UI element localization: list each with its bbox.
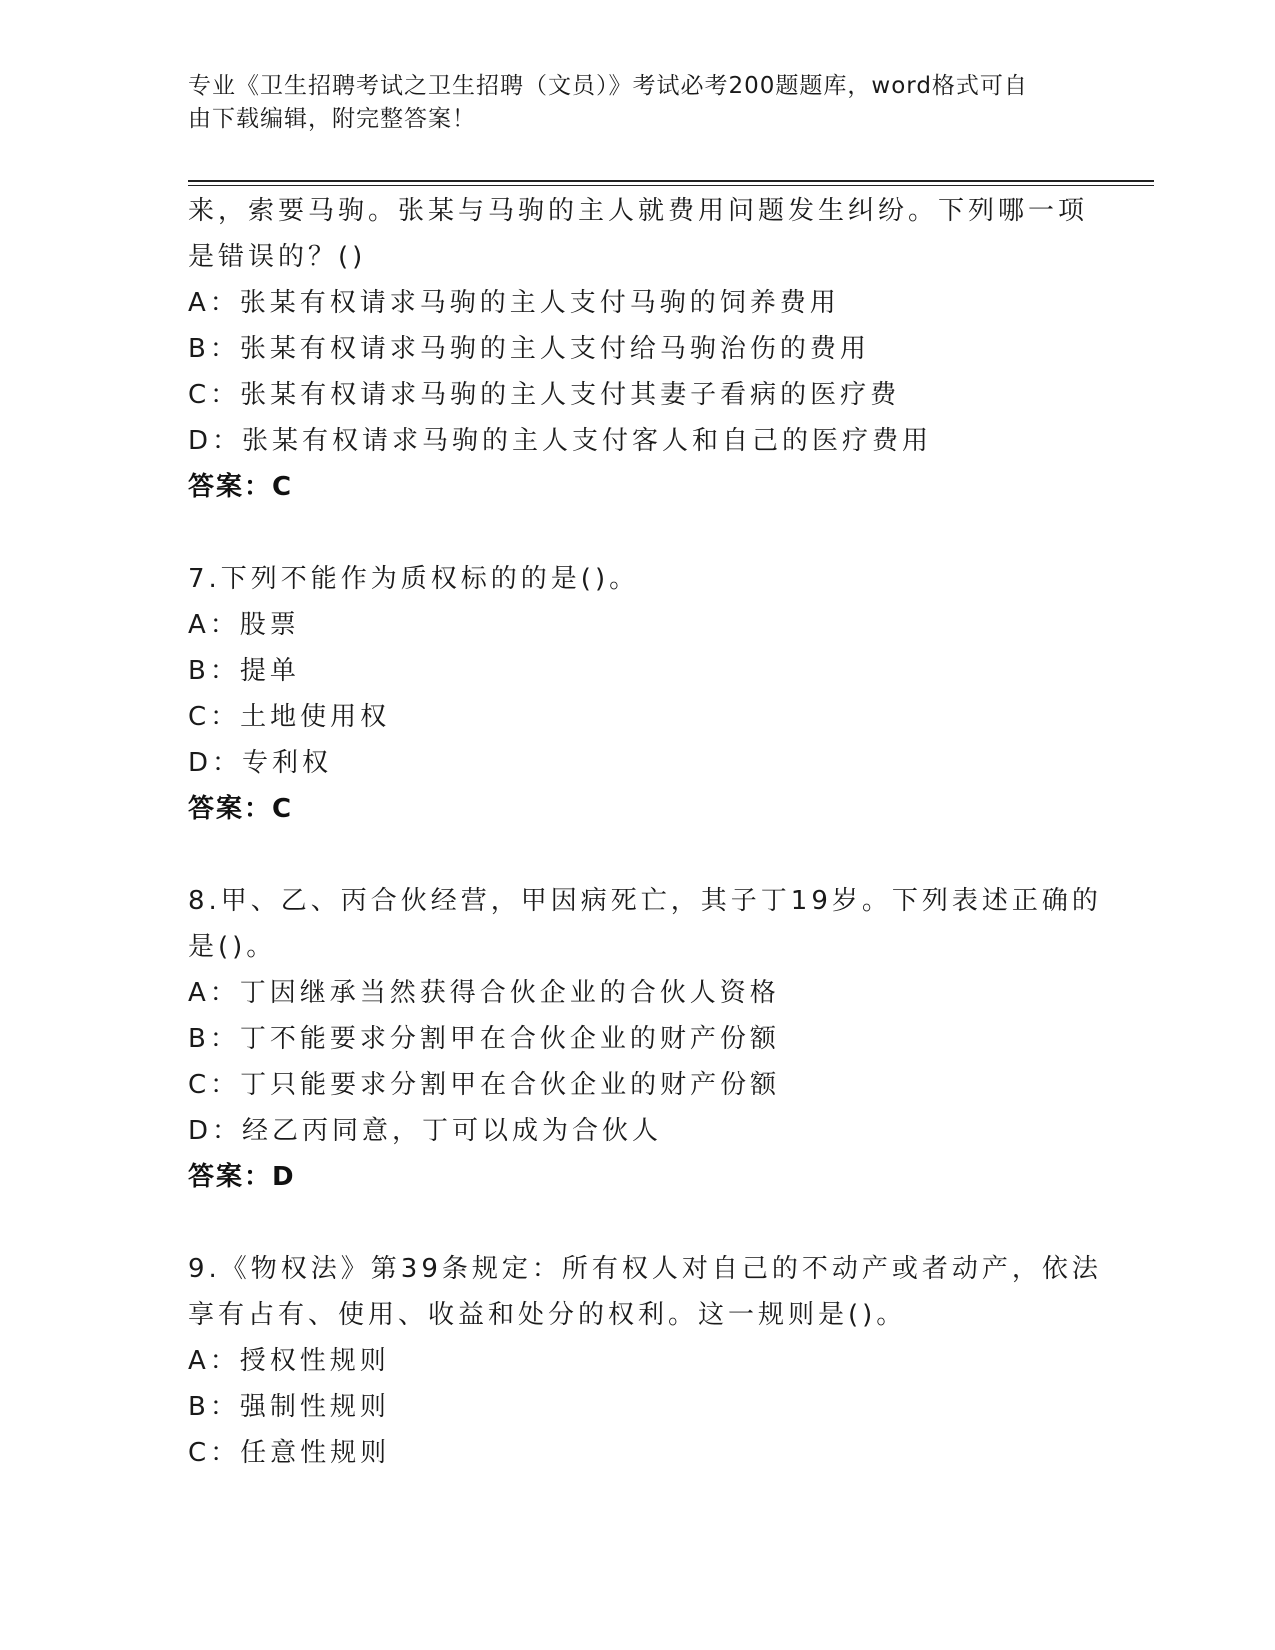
question-stem-line: 8.甲、乙、丙合伙经营，甲因病死亡，其子丁19岁。下列表述正确的 xyxy=(188,886,1102,916)
question-block xyxy=(188,188,1088,510)
spacer xyxy=(188,510,1088,556)
answer-line: 答案：C xyxy=(188,794,294,824)
option-c: C：丁只能要求分割甲在合伙企业的财产份额 xyxy=(188,1070,781,1100)
spacer xyxy=(188,1200,1088,1246)
option-a: A：股票 xyxy=(188,610,300,640)
option-a: A：授权性规则 xyxy=(188,1346,390,1376)
option-c: C：任意性规则 xyxy=(188,1438,391,1468)
spacer xyxy=(188,832,1088,878)
question-stem-line: 是()。 xyxy=(188,932,277,962)
question-stem-line: 享有占有、使用、收益和处分的权利。这一规则是()。 xyxy=(188,1300,907,1330)
option-b: B：丁不能要求分割甲在合伙企业的财产份额 xyxy=(188,1024,780,1054)
question-stem-line: 来，索要马驹。张某与马驹的主人就费用问题发生纠纷。下列哪一项 xyxy=(188,196,1089,226)
question-block xyxy=(188,556,1088,832)
header-divider xyxy=(188,180,1154,186)
header-line-1: 专业《卫生招聘考试之卫生招聘（文员）》考试必考200题题库，word格式可自 xyxy=(188,73,1028,99)
option-b: B：强制性规则 xyxy=(188,1392,390,1422)
option-a: A：丁因继承当然获得合伙企业的合伙人资格 xyxy=(188,978,780,1008)
option-d: D：专利权 xyxy=(188,748,333,778)
question-list xyxy=(188,188,1102,1476)
question-block xyxy=(188,1246,1102,1476)
question-block xyxy=(188,878,1102,1200)
option-c: C：土地使用权 xyxy=(188,702,391,732)
answer-line: 答案：D xyxy=(188,1162,296,1192)
option-b: B：张某有权请求马驹的主人支付给马驹治伤的费用 xyxy=(188,334,870,364)
option-d: D：经乙丙同意，丁可以成为合伙人 xyxy=(188,1116,663,1146)
option-b: B：提单 xyxy=(188,656,300,686)
question-stem-line: 是错误的？() xyxy=(188,242,367,272)
question-stem-line: 7.下列不能作为质权标的的是()。 xyxy=(188,564,640,594)
option-d: D：张某有权请求马驹的主人支付客人和自己的医疗费用 xyxy=(188,426,933,456)
option-c: C：张某有权请求马驹的主人支付其妻子看病的医疗费 xyxy=(188,380,901,410)
answer-line: 答案：C xyxy=(188,472,294,502)
header-line-2: 由下载编辑，附完整答案！ xyxy=(188,106,476,132)
option-a: A：张某有权请求马驹的主人支付马驹的饲养费用 xyxy=(188,288,840,318)
page-header xyxy=(188,70,1068,136)
question-stem-line: 9.《物权法》第39条规定：所有权人对自己的不动产或者动产，依法 xyxy=(188,1254,1102,1284)
